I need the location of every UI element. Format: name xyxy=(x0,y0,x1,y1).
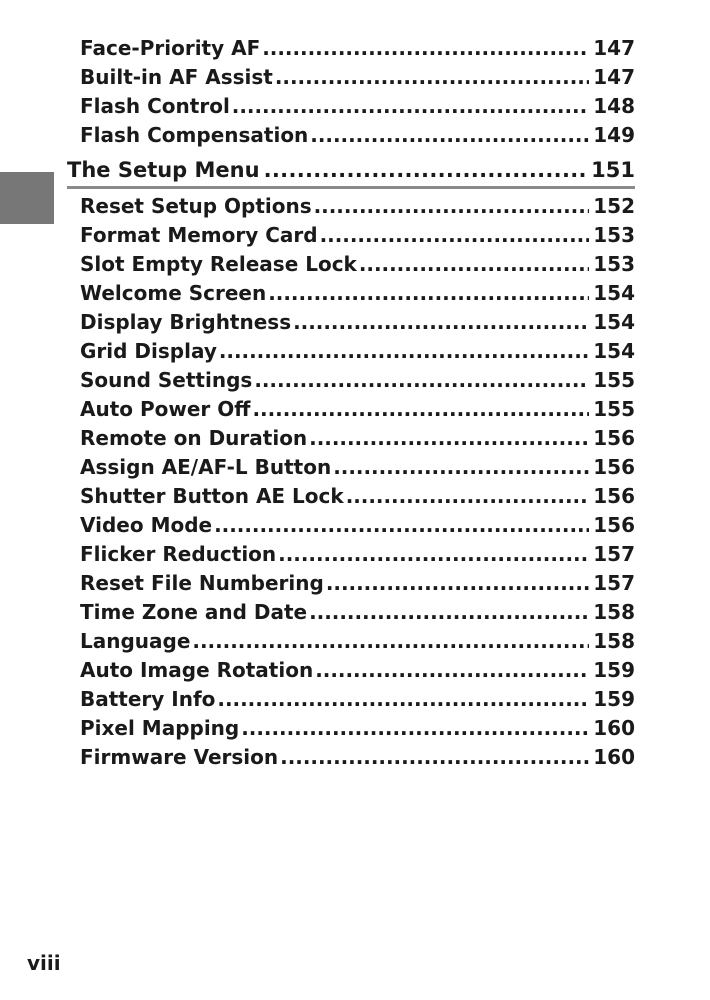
toc-entry-page: 152 xyxy=(593,194,635,218)
dot-leader xyxy=(293,308,589,336)
toc-entry[interactable] xyxy=(80,656,635,684)
toc-entry-page: 159 xyxy=(593,687,635,711)
toc-entry-label: Face-Priority AF xyxy=(80,36,261,60)
toc-entry[interactable] xyxy=(80,192,635,220)
toc-entry[interactable] xyxy=(80,279,635,307)
dot-leader xyxy=(280,743,589,771)
dot-leader xyxy=(252,395,589,423)
dot-leader xyxy=(254,366,589,394)
toc-entry[interactable] xyxy=(80,424,635,452)
toc-entry-page: 157 xyxy=(593,542,635,566)
dot-leader xyxy=(346,482,590,510)
toc-entry[interactable] xyxy=(80,250,635,278)
toc-entry[interactable] xyxy=(80,337,635,365)
page-number: viii xyxy=(27,951,61,975)
toc-entry-page: 153 xyxy=(593,223,635,247)
toc-entry-label: Grid Display xyxy=(80,339,217,363)
section-heading[interactable] xyxy=(67,154,635,189)
toc-entry-page: 147 xyxy=(593,36,635,60)
toc-entry-page: 160 xyxy=(593,745,635,769)
toc-entry-page: 147 xyxy=(593,65,635,89)
toc-entry-label: Reset Setup Options xyxy=(80,194,312,218)
dot-leader xyxy=(192,627,589,655)
dot-leader xyxy=(309,598,589,626)
toc-entry-page: 159 xyxy=(593,658,635,682)
toc-entry-label: Battery Info xyxy=(80,687,216,711)
toc-entry-page: 154 xyxy=(593,310,635,334)
toc-entry-label: Built-in AF Assist xyxy=(80,65,273,89)
toc-entry-page: 155 xyxy=(593,368,635,392)
toc-entry-label: Remote on Duration xyxy=(80,426,308,450)
dot-leader xyxy=(333,453,589,481)
toc-entry-page: 156 xyxy=(593,484,635,508)
toc-entry-page: 154 xyxy=(593,281,635,305)
section-heading-page: 151 xyxy=(591,158,635,182)
toc-entry[interactable] xyxy=(80,743,635,771)
toc-entry-label: Welcome Screen xyxy=(80,281,267,305)
toc-entry[interactable] xyxy=(80,511,635,539)
dot-leader xyxy=(326,569,589,597)
toc-entry-label: Reset File Numbering xyxy=(80,571,324,595)
toc-entry[interactable] xyxy=(80,714,635,742)
toc-entry-label: Video Mode xyxy=(80,513,213,537)
toc-entry-label: Shutter Button AE Lock xyxy=(80,484,344,508)
toc-entry-page: 154 xyxy=(593,339,635,363)
toc-entry-page: 158 xyxy=(593,600,635,624)
dot-leader xyxy=(241,714,589,742)
toc-entry[interactable] xyxy=(80,598,635,626)
section-side-tab xyxy=(0,172,54,224)
toc-entry-page: 156 xyxy=(593,426,635,450)
dot-leader xyxy=(310,121,589,149)
toc-entry-page: 149 xyxy=(593,123,635,147)
toc-entry-page: 153 xyxy=(593,252,635,276)
toc-entry-label: Pixel Mapping xyxy=(80,716,240,740)
toc-entry-label: Flash Compensation xyxy=(80,123,309,147)
toc-entry[interactable] xyxy=(80,121,635,149)
toc-entry[interactable] xyxy=(80,395,635,423)
toc-entry-label: Sound Settings xyxy=(80,368,253,392)
dot-leader xyxy=(219,337,589,365)
dot-leader xyxy=(275,63,589,91)
toc-entry-label: Display Brightness xyxy=(80,310,292,334)
toc-entry-page: 156 xyxy=(593,513,635,537)
dot-leader xyxy=(214,511,589,539)
dot-leader xyxy=(278,540,589,568)
toc-entry[interactable] xyxy=(80,92,635,120)
section-heading-label: The Setup Menu xyxy=(67,158,260,182)
dot-leader xyxy=(232,92,589,120)
toc-entry-label: Firmware Version xyxy=(80,745,279,769)
toc-entry-page: 156 xyxy=(593,455,635,479)
toc-entry-label: Slot Empty Release Lock xyxy=(80,252,357,276)
dot-leader xyxy=(320,221,590,249)
dot-leader xyxy=(264,154,588,186)
toc-entry-page: 158 xyxy=(593,629,635,653)
toc-entry-page: 155 xyxy=(593,397,635,421)
dot-leader xyxy=(217,685,589,713)
toc-entry-label: Flicker Reduction xyxy=(80,542,277,566)
toc-entry[interactable] xyxy=(80,63,635,91)
toc-entry[interactable] xyxy=(80,366,635,394)
toc-entry-label: Language xyxy=(80,629,191,653)
dot-leader xyxy=(315,656,589,684)
toc-entry[interactable] xyxy=(80,540,635,568)
toc-entry-label: Auto Power Off xyxy=(80,397,251,421)
toc-entry[interactable] xyxy=(80,569,635,597)
toc-entry[interactable] xyxy=(80,482,635,510)
toc-entry-label: Flash Control xyxy=(80,94,230,118)
toc-entry-page: 148 xyxy=(593,94,635,118)
dot-leader xyxy=(309,424,589,452)
toc-entry-label: Format Memory Card xyxy=(80,223,318,247)
toc-entry[interactable] xyxy=(80,34,635,62)
toc-entry[interactable] xyxy=(80,627,635,655)
dot-leader xyxy=(359,250,589,278)
toc-entry[interactable] xyxy=(80,685,635,713)
dot-leader xyxy=(262,34,589,62)
toc-entry-page: 160 xyxy=(593,716,635,740)
toc-entry[interactable] xyxy=(80,308,635,336)
toc-entry-label: Assign AE/AF-L Button xyxy=(80,455,332,479)
toc-entry-label: Time Zone and Date xyxy=(80,600,308,624)
toc-entry[interactable] xyxy=(80,221,635,249)
toc-entry[interactable] xyxy=(80,453,635,481)
toc-entry-label: Auto Image Rotation xyxy=(80,658,314,682)
toc-entry-page: 157 xyxy=(593,571,635,595)
dot-leader xyxy=(314,192,590,220)
dot-leader xyxy=(268,279,589,307)
